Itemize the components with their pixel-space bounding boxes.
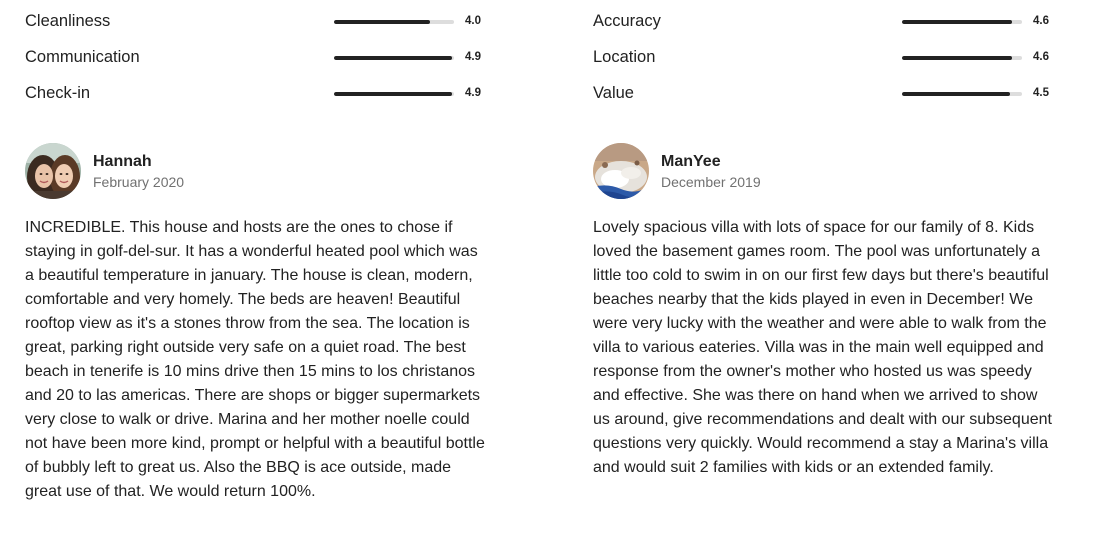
rating-row-accuracy: [593, 5, 1063, 41]
rating-bar: [334, 20, 454, 24]
review-card-manyee: [593, 143, 1053, 476]
reviewer-name: Hannah: [93, 153, 152, 170]
rating-bar-fill: [334, 20, 430, 24]
review-card-hannah: [25, 143, 485, 500]
rating-bar: [902, 92, 1022, 96]
rating-row-communication: [25, 41, 495, 77]
rating-bar: [334, 92, 454, 96]
rating-bar: [334, 56, 454, 60]
reviewer-name: ManYee: [661, 153, 721, 170]
rating-bar: [902, 20, 1022, 24]
rating-value: 4.9: [465, 51, 481, 63]
category-ratings: [0, 0, 1115, 120]
review-date: December 2019: [661, 174, 761, 190]
avatar[interactable]: [593, 143, 649, 199]
rating-row-value: [593, 77, 1063, 113]
rating-label: Accuracy: [593, 12, 661, 30]
review-date: February 2020: [93, 174, 185, 190]
rating-label: Cleanliness: [25, 12, 111, 30]
review-text: Lovely spacious villa with lots of space for our family of 8. Kids loved the basement games room. The pool was unfortunately a little too cold to swim in on our first few days but there's beautiful beaches nearby that the kids played in even in December! We were very lucky with the weather and were able to walk from the villa to various eateries. Villa was in the main well equipped and response from the owner's mother who hosted us was speedy and effective. She was there on hand when we arrived to show us around, give recommendations and dealt with our subsequent questions very quickly. Would recommend a stay a Marina's villa and would suit 2 families with kids or an extended family.: [593, 219, 1052, 476]
rating-label: Check-in: [25, 84, 91, 102]
rating-bar-fill: [334, 56, 452, 60]
rating-value: 4.5: [1033, 87, 1049, 99]
review-text: INCREDIBLE. This house and hosts are the ones to chose if staying in golf-del-sur. It has a wonderful heated pool which was a beautiful temperature in january. The house is clean, modern, comfortable and very homely. The beds are heaven! Beautiful rooftop view as it's a stones throw from the sea. The location is great, parking right outside very safe on a quiet road. The best beach in tenerife is 10 mins drive then 15 mins to los christanos and 20 to las americas. There are shops or bigger supermarkets very close to walk or drive. Marina and her mother noelle could not have been more kind, prompt or helpful with a beautiful bottle of bubbly left to great us. Also the BBQ is ace outside, made great use of that. We would return 100%.: [25, 219, 485, 500]
ratings-column-right: [593, 5, 1063, 113]
rating-label: Communication: [25, 48, 140, 66]
reviewer-header: [593, 143, 1053, 201]
avatar[interactable]: [25, 143, 81, 199]
photo-two-women-avatar-icon: [25, 143, 81, 199]
rating-bar-fill: [902, 56, 1012, 60]
rating-value: 4.6: [1033, 15, 1049, 27]
rating-row-location: [593, 41, 1063, 77]
rating-bar-fill: [902, 92, 1010, 96]
rating-row-cleanliness: [25, 5, 495, 41]
rating-value: 4.6: [1033, 51, 1049, 63]
rating-label: Location: [593, 48, 656, 66]
photo-sea-rocks-avatar-icon: [593, 143, 649, 199]
rating-label: Value: [593, 84, 634, 102]
rating-bar-fill: [902, 20, 1012, 24]
rating-value: 4.0: [465, 15, 481, 27]
rating-row-check-in: [25, 77, 495, 113]
rating-value: 4.9: [465, 87, 481, 99]
ratings-column-left: [25, 5, 495, 113]
rating-bar: [902, 56, 1022, 60]
rating-bar-fill: [334, 92, 452, 96]
reviewer-header: [25, 143, 485, 201]
